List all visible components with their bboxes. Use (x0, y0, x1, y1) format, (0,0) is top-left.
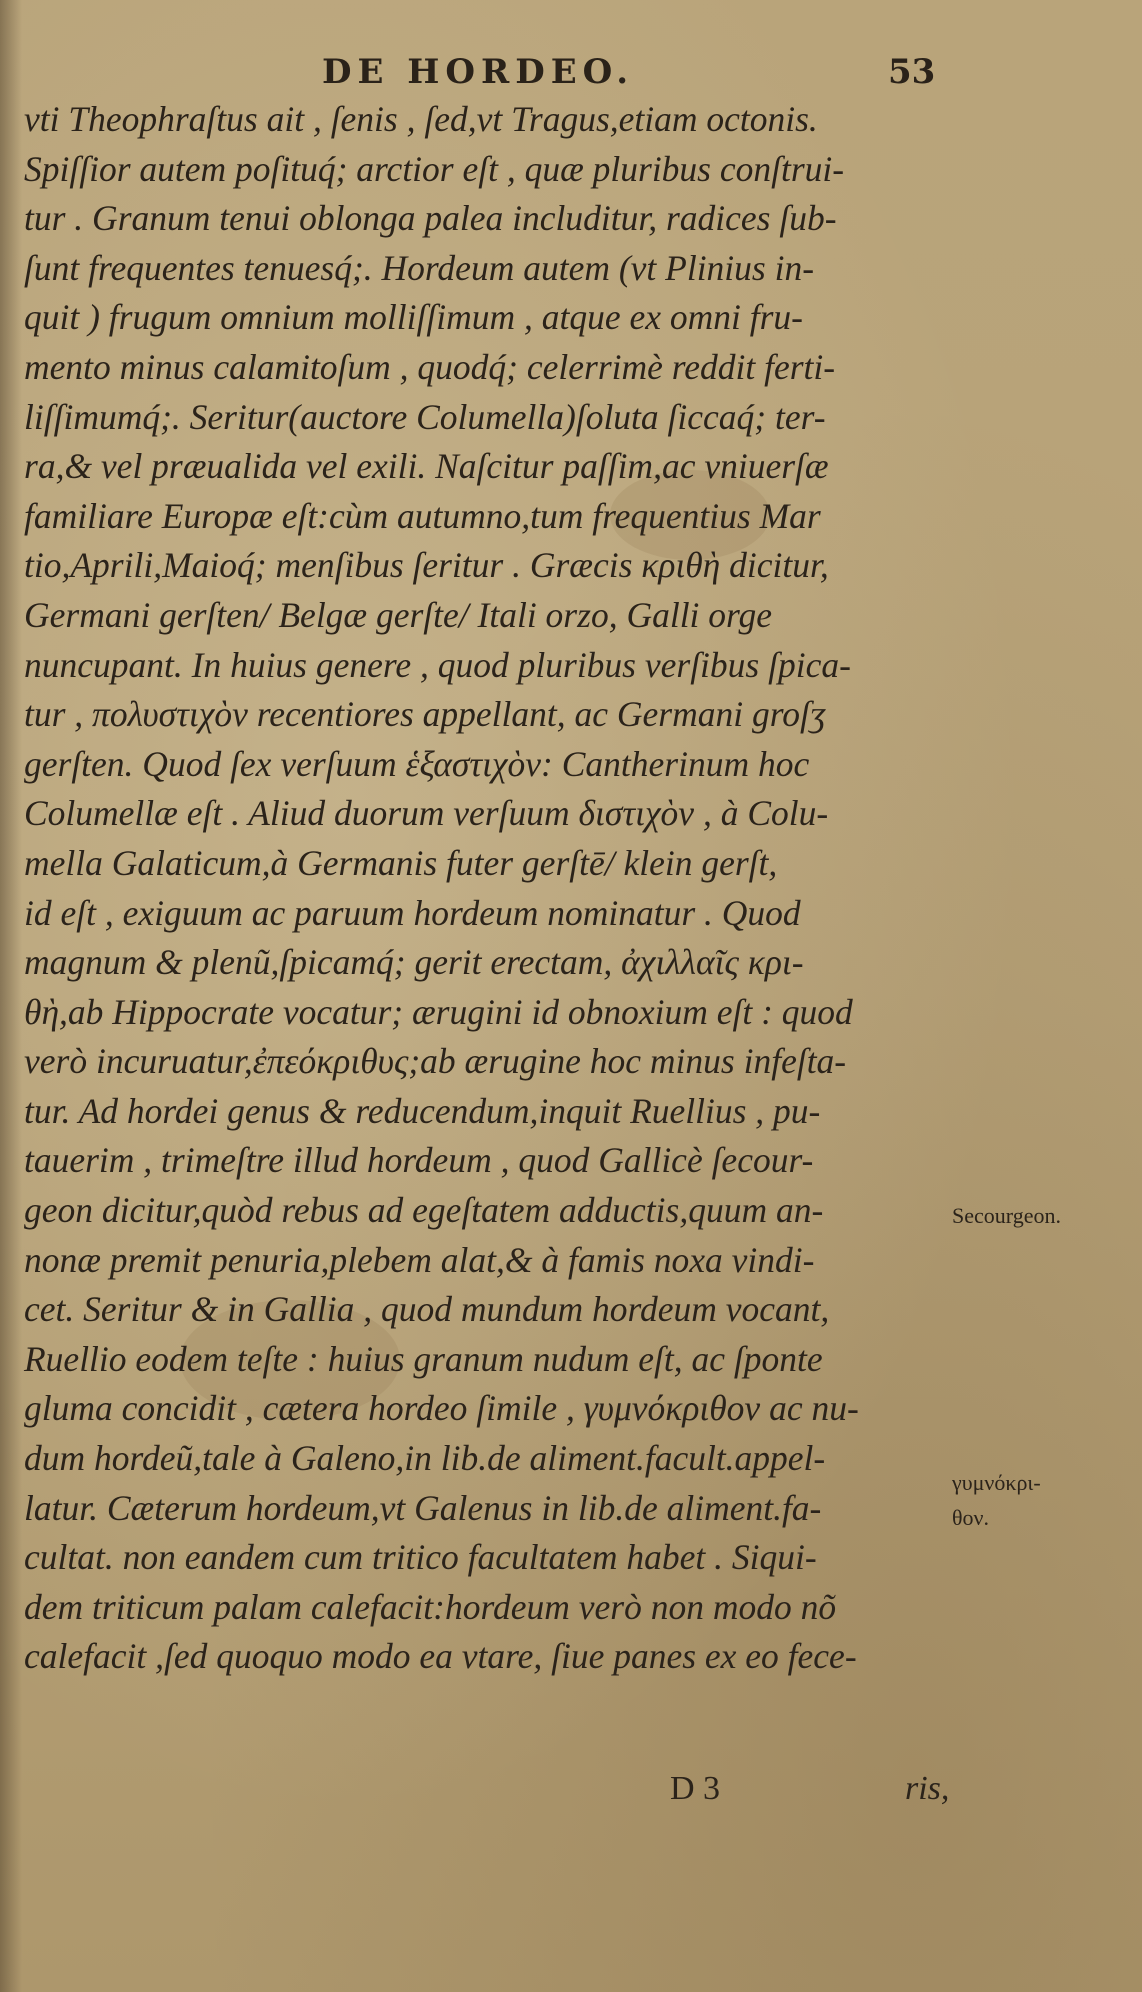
page-footer (0, 1770, 1142, 1810)
text-line: gerſten. Quod ſex verſuum ἑξαστιχὸν: Cantherinum hoc (24, 743, 810, 784)
text-line: liſſimumq́;. Seritur(auctore Columella)ſoluta ſiccaq́; ter- (24, 396, 826, 437)
text-line: tur , πολυστιχὸν recentiores appellant, ac Germani groſʒ (24, 694, 826, 735)
margin-note-gymnokrithon: γυμνόκρι- (952, 1470, 1041, 1495)
text-line: verò incuruatur,ἐπεόκριθυς;ab ærugine hoc minus infeſta- (24, 1041, 847, 1082)
text-line: familiare Europæ eſt:cùm autumno,tum frequentius Mar (24, 495, 821, 536)
text-line: id eſt , exiguum ac paruum hordeum nominatur . Quod (24, 892, 801, 933)
margin-note-gymnokrithon-cont: θον. (952, 1505, 989, 1530)
signature-mark: D 3 (670, 1770, 721, 1807)
text-line: mella Galaticum,à Germanis futer gerſtē/ klein gerſt, (24, 842, 778, 883)
text-line: Columellæ eſt . Aliud duorum verſuum διστιχὸν , à Colu- (24, 793, 829, 834)
text-line: mento minus calamitoſum , quodq́; celerrimè reddit ferti- (24, 346, 836, 387)
text-line: tur. Ad hordei genus & reducendum,inquit Ruellius , pu- (24, 1090, 821, 1131)
text-line: tio,Aprili,Maioq́; menſibus ſeritur . Græcis κριθὴ dicitur, (24, 545, 829, 586)
text-line: quit ) frugum omnium molliſſimum , atque ex omni fru- (24, 297, 803, 338)
text-line: geon dicitur,quòd rebus ad egeſtatem adductis,quum an- (24, 1190, 824, 1231)
text-line: Germani gerſten/ Belgæ gerſte/ Itali orzo, Galli orge (24, 594, 773, 635)
text-line: Ruellio eodem teſte : huius granum nudum eſt, ac ſponte (24, 1338, 823, 1379)
text-line: nonæ premit penuria,plebem alat,& à famis noxa vindi- (24, 1239, 815, 1280)
text-line: vti Theophraſtus ait , ſenis , ſed,vt Tragus,etiam octonis. (24, 99, 818, 139)
text-line: Spiſſior autem poſituq́; arctior eſt , quæ pluribus conſtrui- (24, 148, 845, 189)
text-line: dum hordeũ,tale à Galeno,in lib.de aliment.facult.appel- (24, 1438, 826, 1479)
page-gutter-shadow (0, 0, 22, 1992)
text-line: latur. Cæterum hordeum,vt Galenus in lib.de aliment.fa- (24, 1487, 822, 1528)
text-line: tauerim , trimeſtre illud hordeum , quod Gallicè ſecour- (24, 1140, 814, 1181)
margin-note-secourgeon: Secourgeon. (952, 1203, 1061, 1228)
text-line: ſunt frequentes tenuesq́;. Hordeum autem (vt Plinius in- (24, 247, 815, 288)
text-line: tur . Granum tenui oblonga palea includitur, radices ſub- (24, 198, 837, 239)
text-line: calefacit ,ſed quoquo modo ea vtare, ſiue panes ex eo fece- (24, 1636, 857, 1677)
text-line: θὴ,ab Hippocrate vocatur; ærugini id obnoxium eſt : quod (24, 991, 853, 1032)
text-line: nuncupant. In huius genere , quod pluribus verſibus ſpica- (24, 644, 851, 685)
text-line: cet. Seritur & in Gallia , quod mundum hordeum vocant, (24, 1289, 830, 1330)
text-line: cultat. non eandem cum tritico facultatem habet . Siqui- (24, 1537, 817, 1578)
catchword: ris, (905, 1770, 950, 1807)
running-head: DE HORDEO. (322, 52, 635, 92)
body-text (24, 95, 954, 1682)
page-header (0, 52, 1142, 92)
text-line: dem triticum palam calefacit:hordeum verò non modo nõ (24, 1586, 837, 1627)
text-line: magnum & plenũ,ſpicamq́; gerit erectam, ἀχιλλαῖς κρι- (24, 942, 804, 983)
text-line: gluma concidit , cætera hordeo ſimile , γυμνόκριθον ac nu- (24, 1388, 859, 1429)
text-line: ra,& vel præualida vel exili. Naſcitur paſſim,ac vniuerſæ (24, 446, 829, 487)
page-number: 53 (888, 52, 936, 92)
